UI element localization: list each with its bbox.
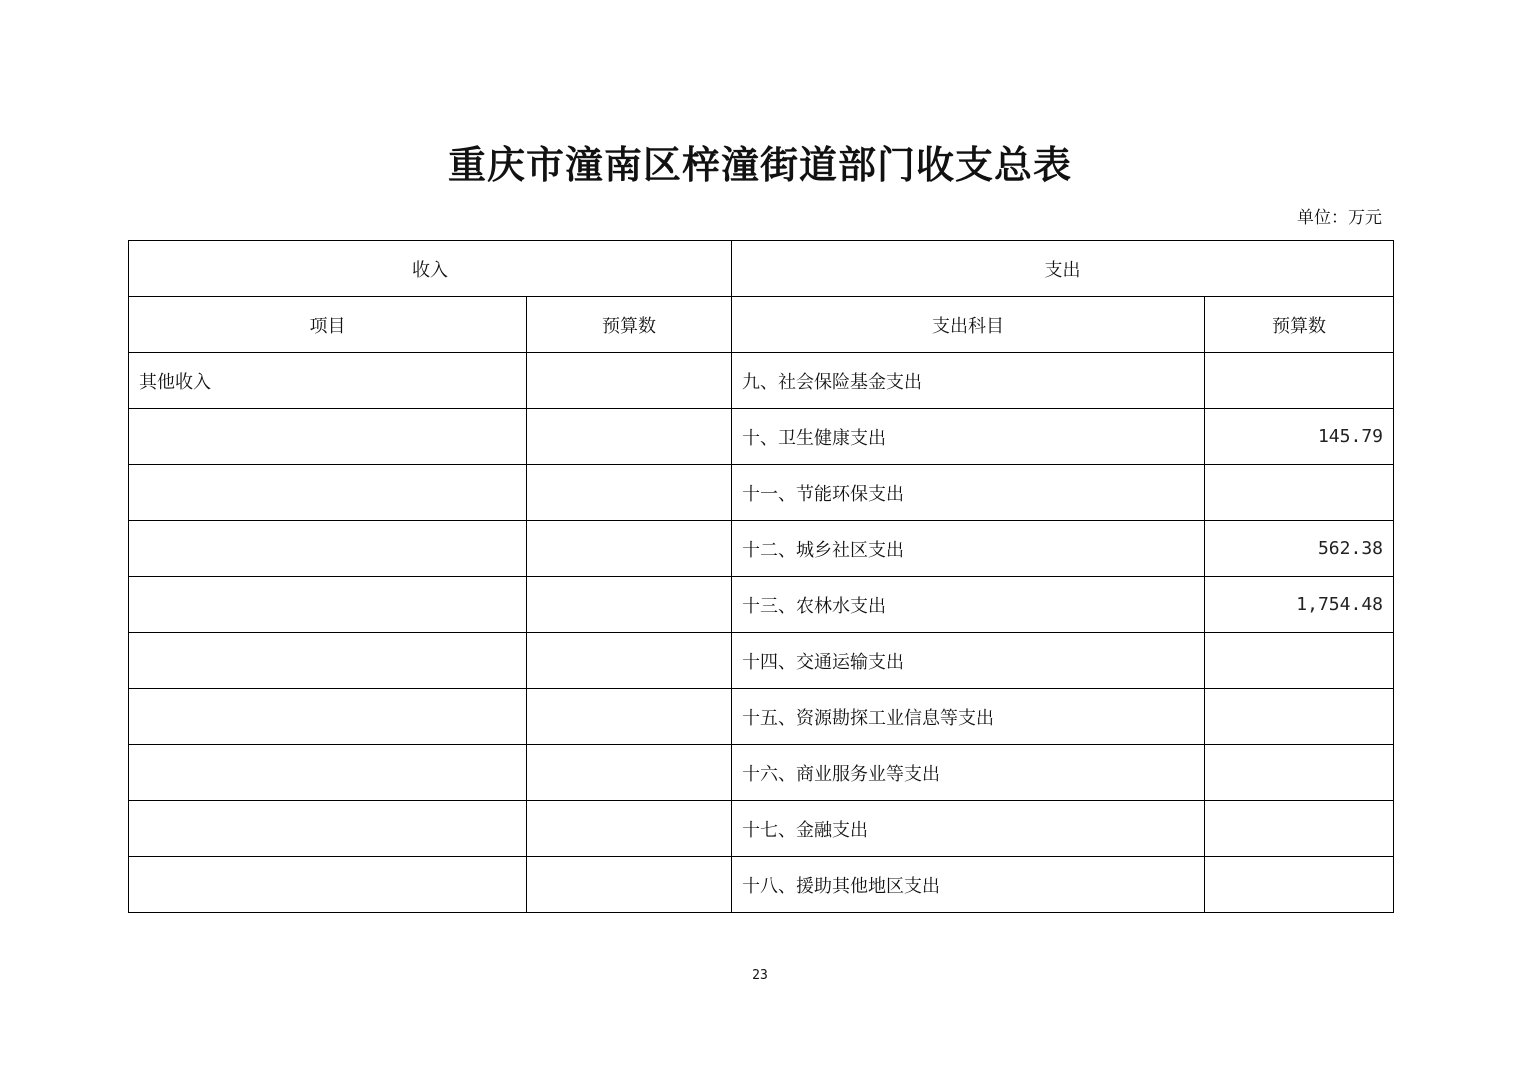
expense-item-cell: 十八、援助其他地区支出 — [732, 857, 1205, 913]
income-budget-cell — [527, 633, 732, 689]
column-header-expense-item: 支出科目 — [732, 297, 1205, 353]
expense-item-cell: 十七、金融支出 — [732, 801, 1205, 857]
income-item-cell: 其他收入 — [129, 353, 527, 409]
expense-item-cell: 十四、交通运输支出 — [732, 633, 1205, 689]
table-row — [129, 745, 1394, 801]
expense-item-cell: 十、卫生健康支出 — [732, 409, 1205, 465]
expense-item-cell: 十三、农林水支出 — [732, 577, 1205, 633]
table-row — [129, 521, 1394, 577]
income-item-cell — [129, 745, 527, 801]
income-item-cell — [129, 577, 527, 633]
income-item-cell — [129, 857, 527, 913]
expense-budget-cell — [1205, 465, 1394, 521]
income-budget-cell — [527, 521, 732, 577]
income-budget-cell — [527, 745, 732, 801]
table-header-group-row — [129, 241, 1394, 297]
table-row — [129, 857, 1394, 913]
page-number: 23 — [752, 968, 768, 983]
income-item-cell — [129, 689, 527, 745]
table-row — [129, 465, 1394, 521]
table-row — [129, 353, 1394, 409]
column-header-income-budget: 预算数 — [527, 297, 732, 353]
income-item-cell — [129, 633, 527, 689]
table-row — [129, 633, 1394, 689]
income-header: 收入 — [129, 241, 732, 297]
income-budget-cell — [527, 353, 732, 409]
income-budget-cell — [527, 465, 732, 521]
table-column-header-row — [129, 297, 1394, 353]
expense-item-cell: 十五、资源勘探工业信息等支出 — [732, 689, 1205, 745]
column-header-expense-budget: 预算数 — [1205, 297, 1394, 353]
table-row — [129, 689, 1394, 745]
table-row — [129, 801, 1394, 857]
expense-item-cell: 十一、节能环保支出 — [732, 465, 1205, 521]
income-budget-cell — [527, 689, 732, 745]
income-budget-cell — [527, 409, 732, 465]
table-row — [129, 409, 1394, 465]
income-item-cell — [129, 409, 527, 465]
expense-item-cell: 十二、城乡社区支出 — [732, 521, 1205, 577]
expense-budget-cell: 1,754.48 — [1205, 577, 1394, 633]
expense-budget-cell — [1205, 633, 1394, 689]
income-budget-cell — [527, 857, 732, 913]
page-title: 重庆市潼南区梓潼街道部门收支总表 — [447, 142, 1072, 187]
expense-budget-cell — [1205, 689, 1394, 745]
income-budget-cell — [527, 801, 732, 857]
expense-budget-cell — [1205, 857, 1394, 913]
expense-budget-cell — [1205, 353, 1394, 409]
expense-budget-cell — [1205, 801, 1394, 857]
expense-item-cell: 十六、商业服务业等支出 — [732, 745, 1205, 801]
expense-item-cell: 九、社会保险基金支出 — [732, 353, 1205, 409]
income-budget-cell — [527, 577, 732, 633]
expense-budget-cell — [1205, 745, 1394, 801]
table-row — [129, 577, 1394, 633]
expense-header: 支出 — [732, 241, 1394, 297]
unit-label: 单位：万元 — [1297, 208, 1382, 228]
budget-table — [128, 240, 1394, 913]
income-item-cell — [129, 521, 527, 577]
income-item-cell — [129, 801, 527, 857]
income-item-cell — [129, 465, 527, 521]
expense-budget-cell: 562.38 — [1205, 521, 1394, 577]
expense-budget-cell: 145.79 — [1205, 409, 1394, 465]
column-header-income-item: 项目 — [129, 297, 527, 353]
